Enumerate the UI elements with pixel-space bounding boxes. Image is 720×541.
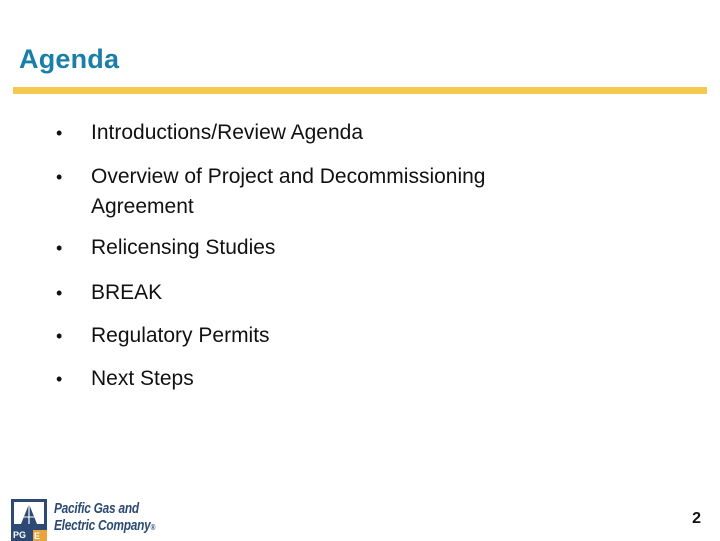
logo-text-line2	[54, 518, 155, 534]
bullet-icon: •	[56, 238, 63, 258]
trademark-symbol: ®	[150, 523, 156, 532]
bullet-icon: •	[56, 167, 63, 187]
agenda-item-label: BREAK	[91, 281, 163, 304]
logo-company-name: Electric Company	[54, 518, 151, 534]
agenda-item-label: Overview of Project and Decommissioning Agreement	[91, 165, 486, 218]
pge-logo-mark-icon	[11, 497, 49, 541]
svg-text:PG: PG	[13, 530, 27, 540]
agenda-item-label: Regulatory Permits	[91, 324, 270, 347]
logo-text-line1: Pacific Gas and	[54, 501, 139, 517]
agenda-item-label: Introductions/Review Agenda	[91, 121, 364, 144]
agenda-item-label: Relicensing Studies	[91, 236, 276, 259]
bullet-icon: •	[56, 369, 63, 389]
svg-text:E: E	[34, 531, 41, 541]
page-number: 2	[692, 510, 701, 527]
agenda-item-label: Next Steps	[91, 367, 194, 390]
slide-title: Agenda	[19, 44, 120, 74]
bullet-icon: •	[56, 283, 63, 303]
bullet-icon: •	[56, 123, 63, 143]
bullet-icon: •	[56, 326, 63, 346]
company-logo	[11, 497, 181, 541]
